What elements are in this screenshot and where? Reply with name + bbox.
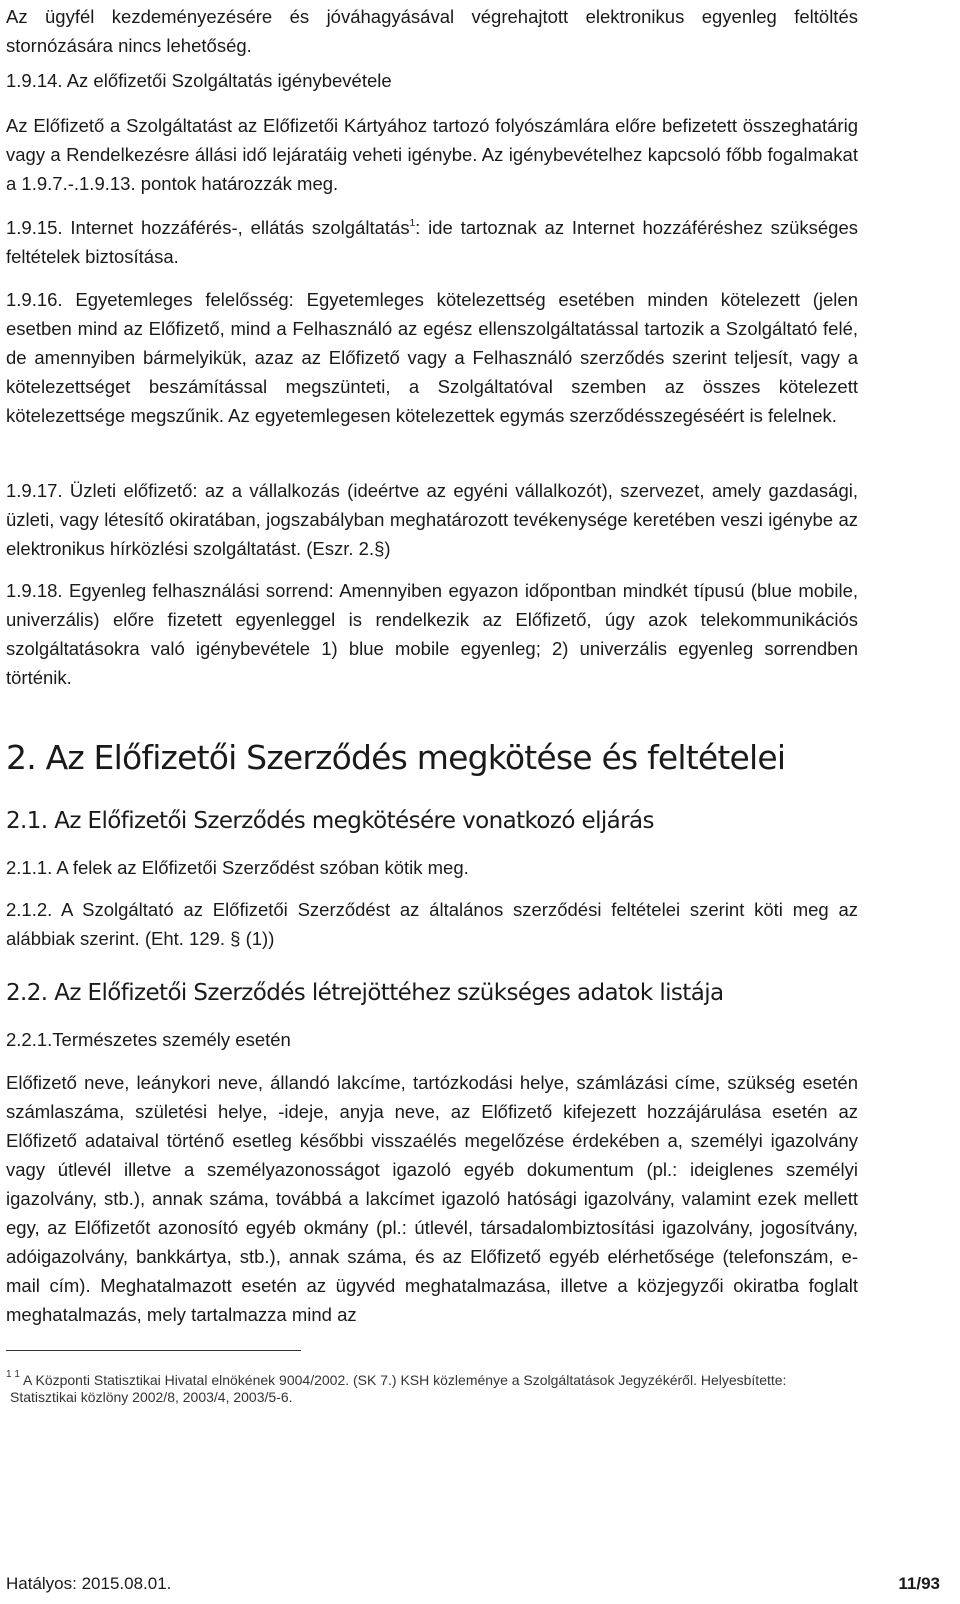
paragraph-1914-heading [6, 66, 858, 95]
paragraph-storno [6, 2, 858, 60]
paragraph-211 [6, 853, 858, 882]
footnote-line-2: Statisztikai közlöny 2002/8, 2003/4, 2003/5-6. [10, 1389, 293, 1405]
paragraph-text: Az ügyfél kezdeményezésére és jóváhagyásával végrehajtott elektronikus egyenleg feltöltés stornózására nincs lehetőség. [6, 6, 858, 56]
paragraph-text: 1.9.18. Egyenleg felhasználási sorrend: Amennyiben egyazon időpontban mindkét típusú (blue mobile, univerzális) előre fizetett egyenleggel is rendelkezik az Előfizető, úgy azok telekommunikációs szolgáltatásokra való igénybevétele 1) blue mobile egyenleg; 2) univerzális egyenleg sorrendben történik. [6, 580, 858, 688]
p1915-text-a: 1.9.15. Internet hozzáférés-, ellátás szolgáltatás [6, 217, 410, 238]
paragraph-212 [6, 895, 858, 953]
section-heading-2-1: 2.1. Az Előfizetői Szerződés megkötésére vonatkozó eljárás [6, 808, 654, 834]
footnote-divider [6, 1350, 301, 1351]
subsection-heading-221: 2.2.1.Természetes személy esetén [6, 1029, 291, 1050]
paragraph-1918 [6, 576, 858, 692]
footnote-line-1 [6, 1369, 858, 1389]
paragraph-text: 1.9.17. Üzleti előfizető: az a vállalkozás (ideértve az egyéni vállalkozót), szervezet, amely gazdasági, üzleti, vagy létesítő okiratában, jogszabályban meghatározott tevékenysége keretében veszi igénybe az elektronikus hírközlési szolgáltatást. (Eszr. 2.§) [6, 480, 858, 559]
footnote [6, 1369, 858, 1406]
paragraph-text: 2.1.2. A Szolgáltató az Előfizetői Szerződést az általános szerződési feltételei szerint köti meg az alábbiak szerint. (Eht. 129. § (1)) [6, 899, 858, 949]
paragraph-1915 [6, 213, 858, 271]
footnote-ref: 1 [409, 218, 416, 229]
chapter-heading-2: 2. Az Előfizetői Szerződés megkötése és feltételei [6, 738, 786, 777]
paragraph-1917 [6, 476, 858, 563]
footnote-marker: 1 1 [6, 1369, 20, 1380]
paragraph-1916 [6, 285, 858, 430]
paragraph-text: 2.1.1. A felek az Előfizetői Szerződést szóban kötik meg. [6, 857, 469, 878]
footnote-text-1: A Központi Statisztikai Hivatal elnökének 9004/2002. (SK 7.) KSH közleménye a Szolgáltatások Jegyzékéről. Helyesbítette: [23, 1372, 787, 1388]
paragraph-221-body [6, 1068, 858, 1329]
paragraph-text: Előfizető neve, leánykori neve, állandó lakcíme, tartózkodási helye, számlázási címe, szükség esetén számlaszáma, születési helye, -ideje, anyja neve, az Előfizető kifejezett hozzájárulása esetén az Előfizető adataival történő esetleg későbbi visszaélés megelőzése érdekében a, személyi igazolvány vagy útlevél illetve a személyazonosságot igazoló egyéb dokumentum (pl.: ideiglenes személyi igazolvány, stb.), annak száma, továbbá a lakcímet igazoló hatósági igazolvány, valamint ezek mellett egy, az Előfizetőt azonosító egyéb okmány (pl.: útlevél, társadalombiztosítási igazolvány, jogosítvány, adóigazolvány, bankkártya, stb.), annak száma, és az Előfizető egyéb elérhetősége (telefonszám, e-mail cím). Meghatalmazott esetén az ügyvéd meghatalmazása, illetve a közjegyzői okiratba foglalt meghatalmazás, mely tartalmazza mind az [6, 1072, 858, 1325]
paragraph-text: 1.9.16. Egyetemleges felelősség: Egyetemleges kötelezettség esetében minden kötelezett (jelen esetben mind az Előfizető, mind a Felhasználó az egész ellenszolgáltatással tartozik a Szolgáltató felé, de amennyiben bármelyikük, azaz az Előfizető vagy a Felhasználó szerződés szerint teljesít, vagy a kötelezettséget beszámítással megszünteti, a Szolgáltatóval szemben az összes kötelezett kötelezettsége megszűnik. Az egyetemlegesen kötelezettek egymás szerződésszegéséért is felelnek. [6, 289, 858, 426]
page-number: 11/93 [898, 1574, 940, 1593]
paragraph-1914-body [6, 111, 858, 198]
p1915-text-b: : ide tartoznak az Internet hozzáféréshez szükséges feltételek biztosítása. [6, 217, 859, 267]
effective-date: Hatályos: 2015.08.01. [6, 1574, 172, 1593]
paragraph-text [6, 213, 858, 271]
section-heading-2-2: 2.2. Az Előfizetői Szerződés létrejöttéhez szükséges adatok listája [6, 980, 724, 1006]
paragraph-221-heading [6, 1025, 858, 1054]
section-heading-1914: 1.9.14. Az előfizetői Szolgáltatás igénybevétele [6, 70, 392, 91]
paragraph-text: Az Előfizető a Szolgáltatást az Előfizetői Kártyához tartozó folyószámlára előre befizetett összeghatárig vagy a Rendelkezésre állási idő lejáratáig veheti igénybe. Az igénybevételhez kapcsoló főbb fogalmakat a 1.9.7.-.1.9.13. pontok határozzák meg. [6, 115, 858, 194]
